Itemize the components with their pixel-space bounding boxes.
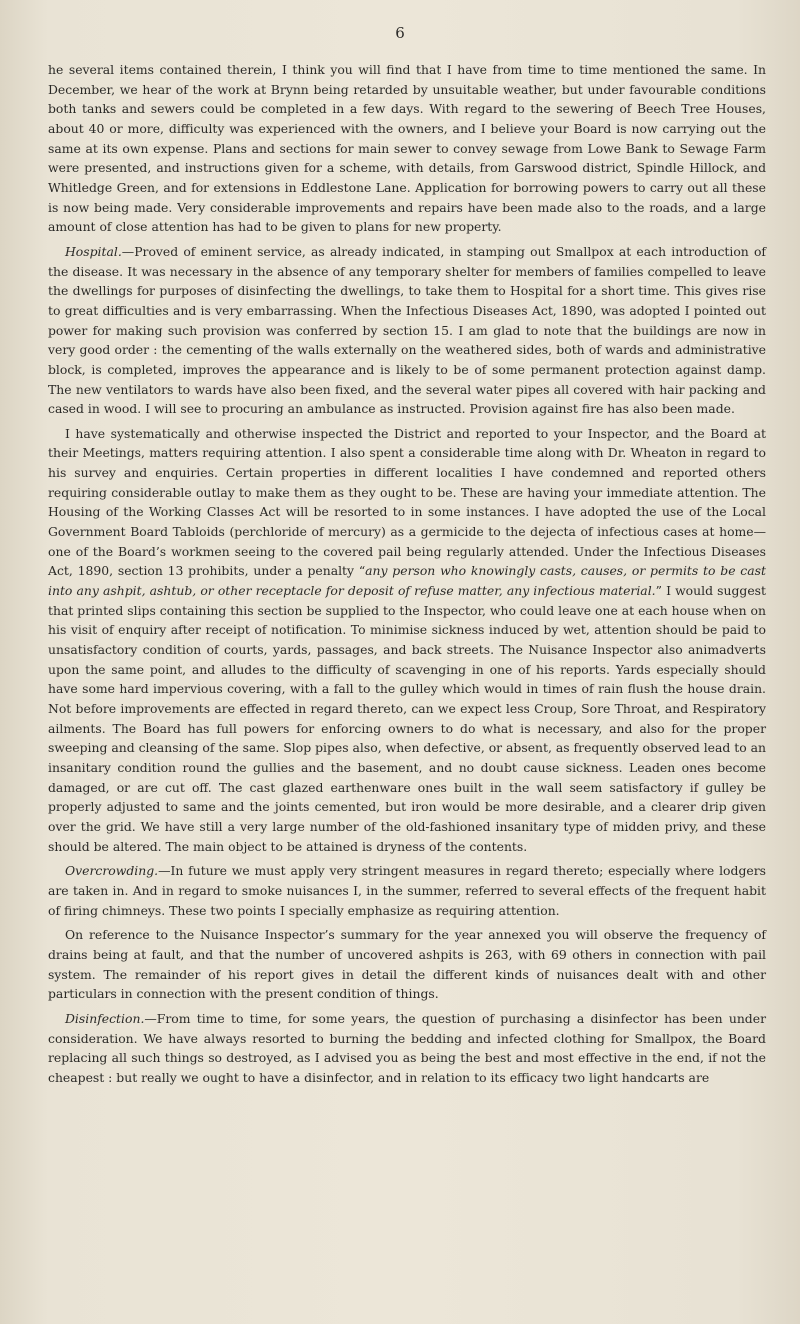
section-heading-disinfection: Disinfection. <box>65 1010 145 1026</box>
paragraph-hospital <box>48 242 766 419</box>
paragraph-text: On reference to the Nuisance Inspector’s summary for the year annexed you will observe the frequency of drains being at fault, and that the number of uncovered ashpits is 263, with 69 others in connection with pail system. The remainder of his report gives in detail the different kinds of nuisances dealt with and other particulars in connection with the present condition of things. <box>48 927 766 1002</box>
paragraph-sewerage <box>48 60 766 237</box>
quoted-statute: any person who knowingly casts, causes, or permits to be cast into any ashpit, ashtub, or other receptacle for deposit of refuse matter, any infectious material. <box>48 563 766 599</box>
page-number: 6 <box>395 24 405 42</box>
section-heading-hospital: Hospital. <box>65 243 122 259</box>
section-heading-overcrowding: Overcrowding. <box>65 863 159 879</box>
paragraph-inspection <box>48 424 766 856</box>
report-body <box>48 60 766 1092</box>
paragraph-text: he several items contained therein, I think you will find that I have from time to time mentioned the same. In December, we hear of the work at Brynn being retarded by unsuitable weather, but under favourable conditions both tanks and sewers could be completed in a few days. With regard to the sewering of Beech Tree Houses, about 40 or more, difficulty was experienced with the owners, and I believe your Board is now carrying out the same at its own expense. Plans and sections for main sewer to convey sewage from Lowe Bank to Sewage Farm were presented, and instructions given for a scheme, with details, from Garswood district, Spindle Hillock, and Whitledge Green, and for extensions in Eddlestone Lane. Application for borrowing powers to carry out all these is now being made. Very considerable improvements and repairs have been made also to the roads, and a large amount of close attention has had to be given to plans for new property. <box>48 62 766 235</box>
paragraph-disinfection <box>48 1009 766 1088</box>
paragraph-text: ” I would suggest that printed slips containing this section be supplied to the Inspector, who could leave one at each house when on his visit of enquiry after receipt of notification. To minimise sickness induced by wet, attention should be paid to unsatisfactory condition of courts, yards, passages, and back streets. The Nuisance Inspector also animadverts upon the same point, and alludes to the difficulty of scavenging in one of his reports. Yards especially should have some hard impervious covering, with a fall to the gulley which would in times of rain flush the house drain. Not before improvements are effected in regard thereto, can we expect less Croup, Sore Throat, and Respiratory ailments. The Board has full powers for enforcing owners to do what is necessary, and also for the proper sweeping and cleansing of the same. Slop pipes also, when defective, or absent, as frequently observed lead to an insanitary condition round the gullies and the basement, and no doubt cause sickness. Leaden ones become damaged, or are cut off. The cast glazed earthenware ones built in the wall seem satisfactory if gulley be properly adjusted to same and the joints cemented, but iron would be more desirable, and a clearer drip given over the grid. We have still a very large number of the old-fashioned insanitary type of midden privy, and these should be altered. The main object to be attained is dryness of the contents. <box>48 583 767 854</box>
paragraph-nuisance-summary <box>48 925 766 1004</box>
paragraph-text: —From time to time, for some years, the question of purchasing a disinfector has been under consideration. We have always resorted to burning the bedding and infected clothing for Smallpox, the Board replacing all such things so destroyed, as I advised you as being the best and most effective in the end, if not the cheapest : but really we ought to have a disinfector, and in relation to its efficacy two light handcarts are <box>48 1010 766 1085</box>
paragraph-text: —In future we must apply very stringent measures in regard thereto; especially where lodgers are taken in. And in regard to smoke nuisances I, in the summer, referred to several effects of the frequent habit of firing chimneys. These two points I specially emphasize as requiring attention. <box>48 863 766 918</box>
paragraph-text: I have systematically and otherwise inspected the District and reported to your Inspector, and the Board at their Meetings, matters requiring attention. I also spent a considerable time along with Dr. Wheaton in regard to his survey and enquiries. Certain properties in different localities I have condemned and reported others requiring considerable outlay to make them as they ought to be. These are having your immediate attention. The Housing of the Working Classes Act will be resorted to in some instances. I have adopted the use of the Local Government Board Tabloids (perchloride of mercury) as a germicide to the dejecta of infectious cases at home—one of the Board’s workmen seeing to the covered pail being regularly attended. Under the Infectious Diseases Act, 1890, section 13 prohibits, under a penalty “ <box>48 425 766 579</box>
paragraph-text: —Proved of eminent service, as already indicated, in stamping out Smallpox at each introduction of the disease. It was necessary in the absence of any temporary shelter for members of families compelled to leave the dwellings for purposes of disinfecting the dwellings, to take them to Hospital for a short time. This gives rise to great difficulties and is very embarrassing. When the Infectious Diseases Act, 1890, was adopted I pointed out power for making such provision was conferred by section 15. I am glad to note that the buildings are now in very good order : the cementing of the walls externally on the weathered sides, both of wards and administrative block, is completed, improves the appearance and is likely to be of some permanent protection against damp. The new ventilators to wards have also been fixed, and the several water pipes all covered with hair packing and cased in wood. I will see to procuring an ambulance as instructed. Provision against fire has also been made. <box>48 243 766 417</box>
paragraph-overcrowding <box>48 861 766 920</box>
